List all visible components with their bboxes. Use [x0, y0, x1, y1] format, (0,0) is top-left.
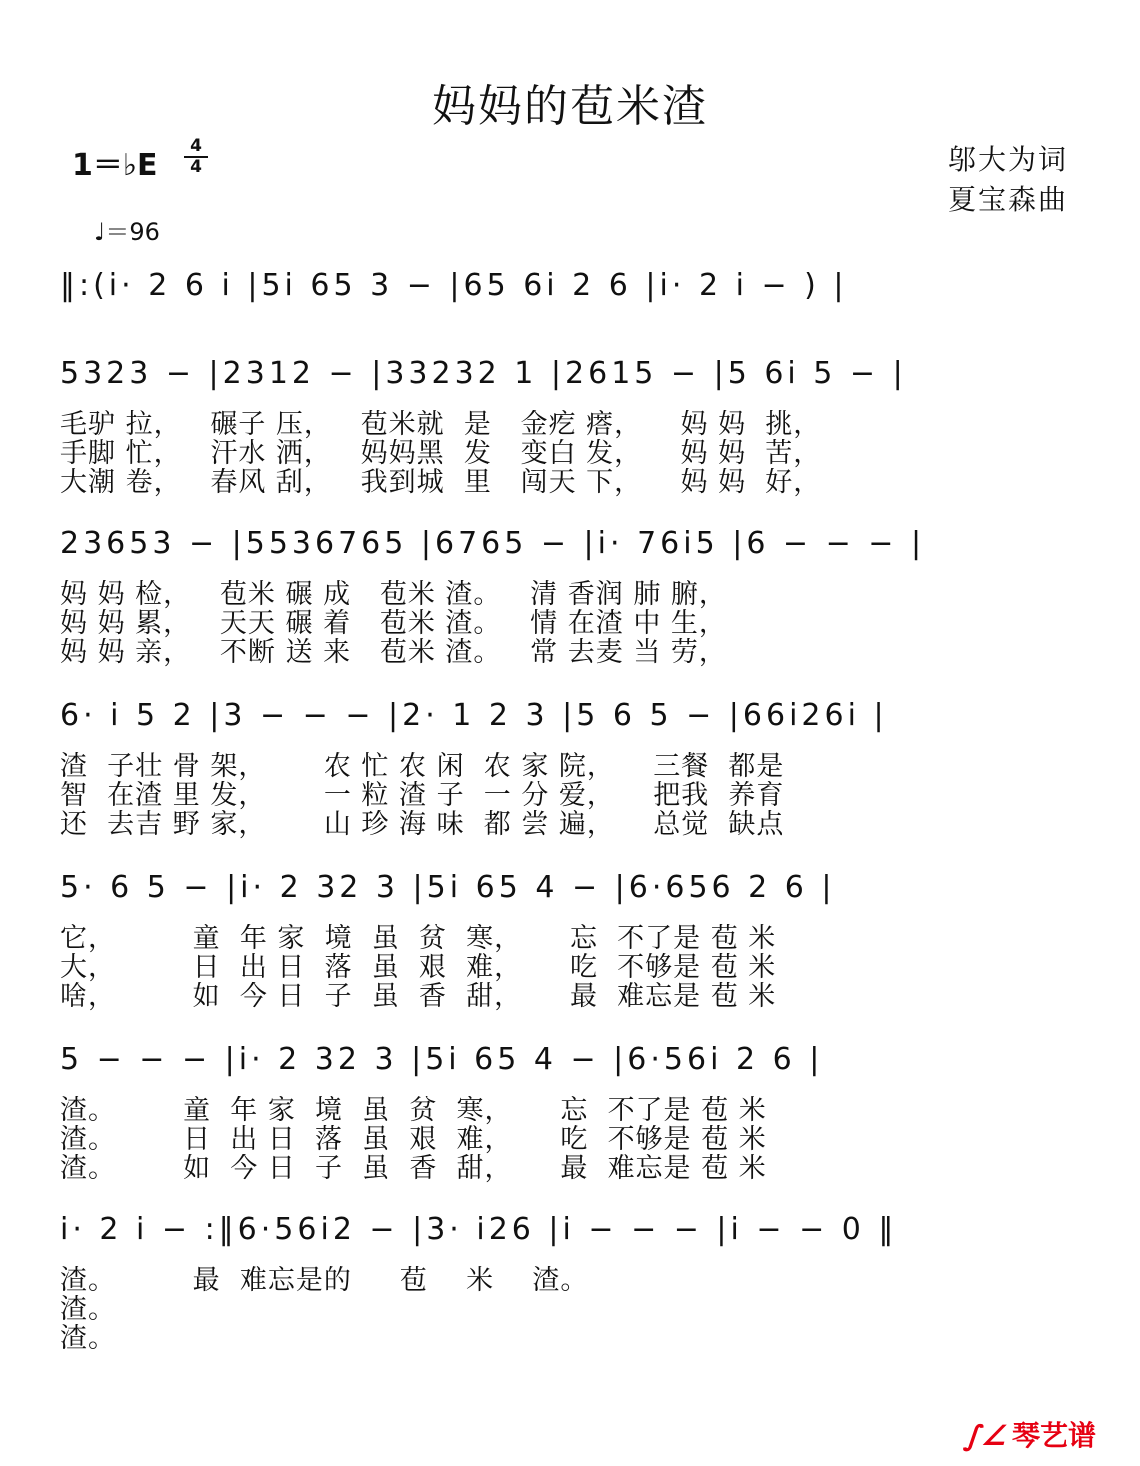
- credits: [948, 140, 1068, 220]
- lyric-verse-3: 啥， 如 今 日 子 虽 香 甜， 最 难忘是 苞 米: [60, 982, 777, 1011]
- score-system-3: [60, 514, 1090, 667]
- lyrics-block: [60, 752, 1090, 839]
- lyric-verse-2: 手脚 忙， 汗水 洒， 妈妈黑 发 变白 发， 妈 妈 苦，: [60, 439, 822, 468]
- lyrics-block: [60, 580, 1090, 667]
- notation-line: 5 − − − |i· 2 32 3 |5i 65 4 − |6·56i 2 6 |: [60, 1042, 824, 1077]
- lyric-verse-3: 大潮 卷， 春风 刮， 我到城 里 闯天 下， 妈 妈 好，: [60, 468, 822, 497]
- lyric-verse-1: 妈 妈 检， 苞米 碾 成 苞米 渣。 清 香润 肺 腑，: [60, 580, 727, 609]
- lyric-verse-1: 毛驴 拉， 碾子 压， 苞米就 是 金疙 瘩， 妈 妈 挑，: [60, 410, 822, 439]
- lyrics-block: [60, 924, 1090, 1011]
- lyric-verse-2: 妈 妈 累， 天天 碾 着 苞米 渣。 情 在渣 中 生，: [60, 609, 727, 638]
- lyric-verse-2: 渣。 日 出 日 落 虽 艰 难， 吃 不够是 苞 米: [60, 1125, 767, 1154]
- lyric-verse-1: 渣。 童 年 家 境 虽 贫 寒， 忘 不了是 苞 米: [60, 1096, 767, 1125]
- notation-line: 5323 − |2312 − |33232 1 |2615 − |5 6i 5 − |: [60, 356, 907, 391]
- score-system-2: [60, 344, 1090, 497]
- lyric-verse-3: 渣。: [60, 1324, 116, 1353]
- lyric-verse-1: 渣。 最 难忘是的 苞 米 渣。: [60, 1266, 589, 1295]
- notation-line: ‖:(i· 2 6 i |5i 65 3 − |65 6i 2 6 |i· 2 i − ) |: [60, 268, 848, 303]
- lyric-verse-1: 它， 童 年 家 境 虽 贫 寒， 忘 不了是 苞 米: [60, 924, 777, 953]
- time-signature-bottom: 4: [190, 157, 202, 177]
- score-system-6: [60, 1030, 1090, 1183]
- lyrics-block: [60, 1266, 1090, 1353]
- notation-line: 6· i 5 2 |3 − − − |2· 1 2 3 |5 6 5 − |66i26i |: [60, 698, 888, 733]
- score-system-5: [60, 858, 1090, 1011]
- logo-text: 琴艺谱: [1011, 1419, 1096, 1452]
- lyrics-block: [60, 1096, 1090, 1183]
- notation-line: 5· 6 5 − |i· 2 32 3 |5i 65 4 − |6·656 2 6 |: [60, 870, 836, 905]
- score-system-4: [60, 686, 1090, 839]
- lyricist: 邬大为词: [947, 143, 1068, 176]
- lyric-verse-2: 大， 日 出 日 落 虽 艰 难， 吃 不够是 苞 米: [60, 953, 777, 982]
- lyric-verse-1: 渣 子壮 骨 架， 农 忙 农 闲 农 家 院， 三餐 都是: [60, 752, 785, 781]
- song-title: 妈妈的苞米渣: [432, 81, 708, 132]
- composer: 夏宝森曲: [947, 183, 1068, 216]
- score-system-7: [60, 1200, 1090, 1353]
- site-logo: [961, 1414, 1096, 1454]
- lyrics-block: [60, 410, 1090, 497]
- lyric-verse-2: 智 在渣 里 发， 一 粒 渣 子 一 分 爱， 把我 养育: [60, 781, 785, 810]
- notation-line: 23653 − |5536765 |6765 − |i· 76i5 |6 − − − |: [60, 526, 926, 561]
- notation-line: i· 2 i − :‖6·56i2 − |3· i26 |i − − − |i − − 0 ‖: [60, 1212, 898, 1247]
- score-system-1: [60, 256, 1090, 316]
- tempo-marking: ♩＝96: [94, 218, 160, 246]
- time-signature-top: 4: [190, 136, 202, 156]
- lyric-verse-3: 还 去吉 野 家， 山 珍 海 味 都 尝 遍， 总觉 缺点: [60, 810, 785, 839]
- key-signature: 1＝♭E: [72, 148, 158, 183]
- lyric-verse-3: 妈 妈 亲， 不断 送 来 苞米 渣。 常 去麦 当 劳，: [60, 638, 727, 667]
- time-signature: [184, 138, 208, 176]
- lyric-verse-3: 渣。 如 今 日 子 虽 香 甜， 最 难忘是 苞 米: [60, 1154, 767, 1183]
- logo-mark-icon: ∫∠: [961, 1419, 1013, 1452]
- lyric-verse-2: 渣。: [60, 1295, 116, 1324]
